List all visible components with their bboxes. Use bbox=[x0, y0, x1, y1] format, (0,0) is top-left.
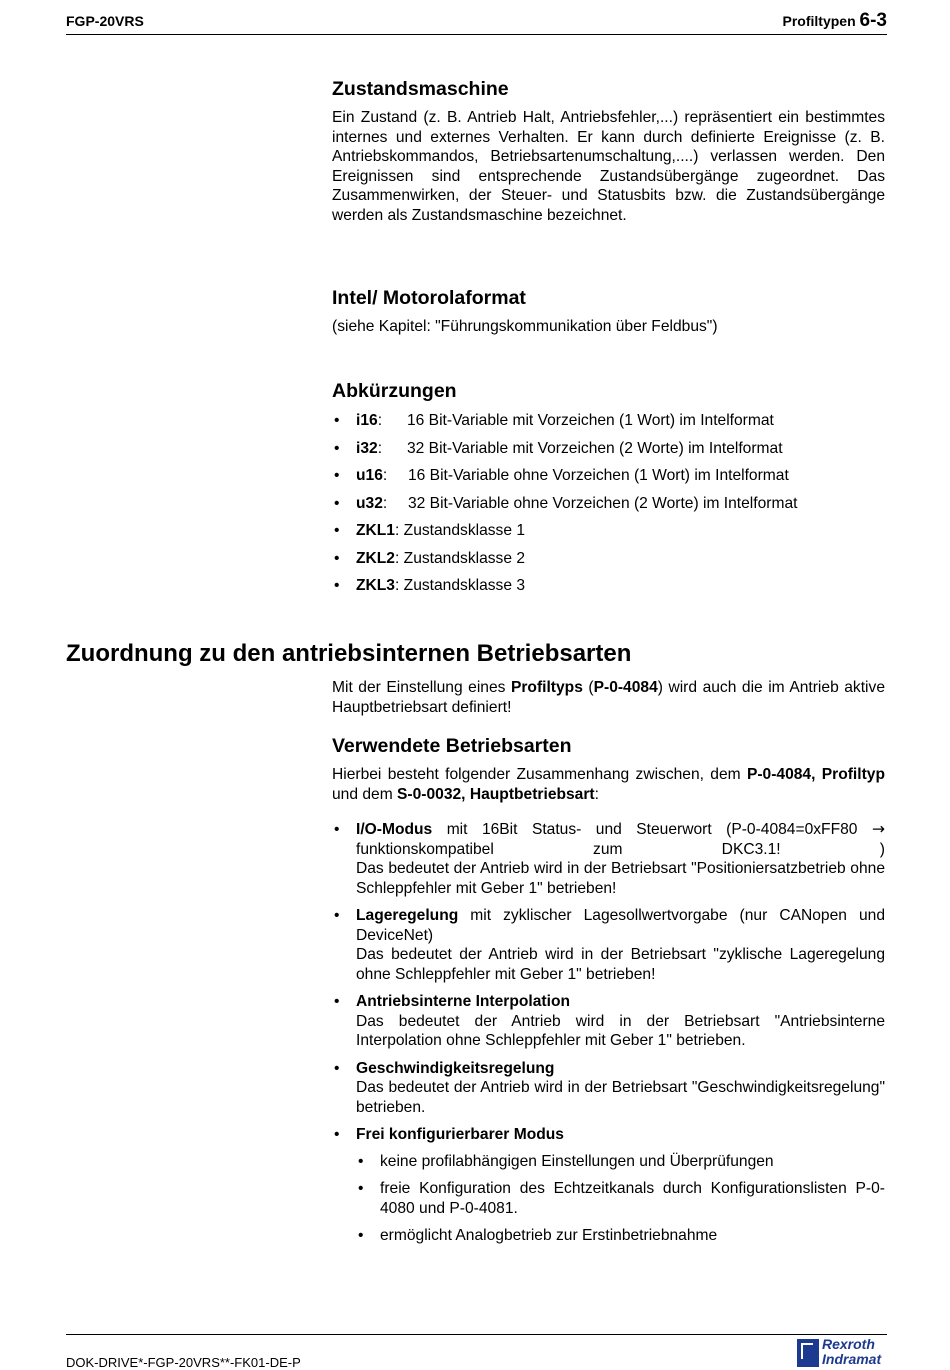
verwendete-text: Hierbei besteht folgender Zusammenhang zwischen, dem P-0-4084, Profiltyp und dem S-0-0032, Hauptbetriebsart: bbox=[332, 766, 885, 803]
heading-zustandsmaschine: Zustandsmaschine bbox=[332, 78, 509, 100]
list-item: • keine profilabhängigen Einstellungen und Überprüfungen bbox=[356, 1152, 885, 1172]
abbreviation-list bbox=[332, 411, 885, 604]
zuordnung-text: Mit der Einstellung eines Profiltyps (P-0-4084) wird auch die im Antrieb aktive Hauptbetriebsart definiert! bbox=[332, 679, 885, 716]
section-intel bbox=[332, 317, 885, 337]
list-item: • i32: 32 Bit-Variable mit Vorzeichen (2 Worte) im Intelformat bbox=[332, 439, 885, 467]
mode-list-container bbox=[332, 813, 885, 1254]
list-item: • Lageregelung mit zyklischer Lagesollwertvorgabe (nur CANopen und DeviceNet) Das bedeutet der Antrieb wird in der Betriebsart "zyklische Lageregelung ohne Schleppfehler mit Geber 1" betrieben! bbox=[332, 906, 885, 984]
list-item: • Antriebsinterne Interpolation Das bedeutet der Antrieb wird in der Betriebsart "Antriebsinterne Interpolation ohne Schleppfehler mit Geber 1" betrieben. bbox=[332, 992, 885, 1051]
arrow-right-icon: → bbox=[871, 820, 885, 838]
heading-verwendete-betriebsarten: Verwendete Betriebsarten bbox=[332, 735, 572, 757]
section-verwendete bbox=[332, 765, 885, 804]
page-number: 6-3 bbox=[859, 10, 887, 31]
frei-sub-list bbox=[356, 1152, 885, 1246]
list-item: • ZKL2: Zustandsklasse 2 bbox=[332, 549, 885, 577]
list-item: • u32: 32 Bit-Variable ohne Vorzeichen (2 Worte) im Intelformat bbox=[332, 494, 885, 522]
list-item: • Geschwindigkeitsregelung Das bedeutet der Antrieb wird in der Betriebsart "Geschwindigkeitsregelung" betrieben. bbox=[332, 1059, 885, 1118]
list-item: • ZKL1: Zustandsklasse 1 bbox=[332, 521, 885, 549]
header-chapter bbox=[783, 10, 887, 32]
list-item: • ermöglicht Analogbetrieb zur Erstinbetriebnahme bbox=[356, 1226, 885, 1246]
section-abkuerzungen bbox=[332, 411, 885, 604]
list-item: • freie Konfiguration des Echtzeitkanals durch Konfigurationslisten P-0-4080 und P-0-4081. bbox=[356, 1179, 885, 1218]
zustand-text: Ein Zustand (z. B. Antrieb Halt, Antriebsfehler,...) repräsentiert ein bestimmtes internes und externes Verhalten. Er kann durch definierte Ereignisse (z. B. Antriebskommandos, Betriebsartenumschaltung,....) verlassen werden. Den Ereignissen sind entsprechende Zustandsübergänge zugeordnet. Das Zusammenwirken, der Steuer- und Statusbits bzw. die Zustandsübergänge werden als Zustandsmaschine bezeichnet. bbox=[332, 109, 885, 224]
list-item: • ZKL3: Zustandsklasse 3 bbox=[332, 576, 885, 604]
heading-abkuerzungen: Abkürzungen bbox=[332, 380, 457, 402]
page-header bbox=[66, 10, 887, 35]
list-item: • i16: 16 Bit-Variable mit Vorzeichen (1 Wort) im Intelformat bbox=[332, 411, 885, 439]
section-zustandsmaschine bbox=[332, 108, 885, 225]
heading-zuordnung: Zuordnung zu den antriebsinternen Betriebsarten bbox=[66, 640, 632, 667]
header-chapter-label: Profiltypen bbox=[782, 13, 856, 29]
heading-intel-motorola: Intel/ Motorolaformat bbox=[332, 287, 526, 309]
footer-document-id: DOK-DRIVE*-FGP-20VRS**-FK01-DE-P bbox=[66, 1355, 301, 1370]
footer-divider bbox=[66, 1334, 887, 1335]
list-item: • I/O-Modus mit 16Bit Status- und Steuerwort (P-0-4084=0xFF80 → funktionskompatibel zum DKC3.1! ) Das bedeutet der Antrieb wird in der Betriebsart "Positioniersatzbetrieb ohne Schleppfehler mit Geber 1" betrieben! bbox=[332, 820, 885, 898]
header-product: FGP-20VRS bbox=[66, 13, 144, 29]
intel-text: (siehe Kapitel: "Führungskommunikation über Feldbus") bbox=[332, 318, 718, 335]
list-item: • Frei konfigurierbarer Modus • keine profilabhängigen Einstellungen und Überprüfungen • freie Konfiguration des Echtzeitkanals durch Konfigurationslisten P-0-4080 und P-0-4081. • ermöglicht Analogbetrieb zur Erstinbetriebnahme bbox=[332, 1125, 885, 1246]
section-zuordnung bbox=[332, 678, 885, 717]
list-item: • u16: 16 Bit-Variable ohne Vorzeichen (1 Wort) im Intelformat bbox=[332, 466, 885, 494]
rexroth-indramat-logo: Rexroth Indramat bbox=[797, 1337, 887, 1369]
mode-list bbox=[332, 820, 885, 1246]
logo-mark-icon bbox=[797, 1339, 819, 1367]
